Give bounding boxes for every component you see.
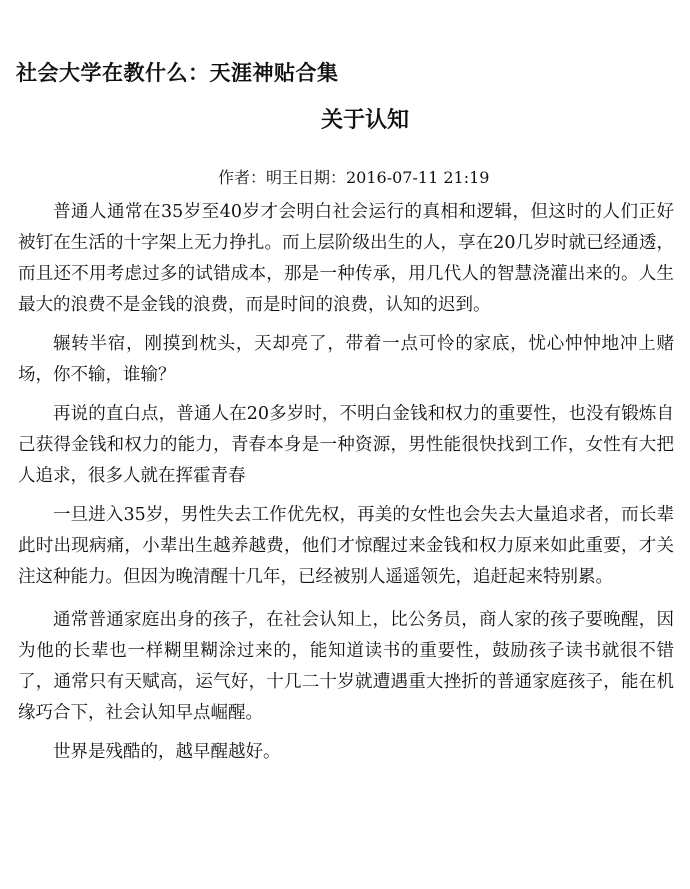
article-body xyxy=(18,197,674,776)
document-title: 社会大学在教什么：天涯神贴合集 xyxy=(16,61,339,85)
paragraph-5: 通常普通家庭出身的孩子，在社会认知上，比公务员，商人家的孩子要晚醒，因为他的长辈也一样糊里糊涂过来的，能知道读书的重要性，鼓励孩子读书就很不错了，通常只有天赋高，运气好，十几二十岁就遭遇重大挫折的普通家庭孩子，能在机缘巧合下，社会认知早点崛醒。 xyxy=(18,610,674,723)
author-date-byline: 作者：明王日期：2016-07-11 21:19 xyxy=(218,168,490,187)
paragraph-3: 再说的直白点，普通人在20多岁时，不明白金钱和权力的重要性，也没有锻炼自己获得金钱和权力的能力，青春本身是一种资源，男性能很快找到工作，女性有大把人追求，很多人就在挥霍青春 xyxy=(18,404,674,486)
paragraph-6: 世界是残酷的，越早醒越好。 xyxy=(53,742,281,762)
section-title: 关于认知 xyxy=(320,108,409,133)
paragraph-2: 辗转半宿，刚摸到枕头，天却亮了，带着一点可怜的家底，忧心忡忡地冲上赌场，你不输，谁输？ xyxy=(18,334,674,385)
paragraph-1: 普通人通常在35岁至40岁才会明白社会运行的真相和逻辑，但这时的人们正好被钉在生活的十字架上无力挣扎。而上层阶级出生的人，享在20几岁时就已经通透，而且还不用考虑过多的试错成本，那是一种传承，用几代人的智慧浇灌出来的。人生最大的浪费不是金钱的浪费，而是时间的浪费，认知的迟到。 xyxy=(18,202,674,315)
paragraph-4: 一旦进入35岁，男性失去工作优先权，再美的女性也会失去大量追求者，而长辈此时出现病痛，小辈出生越养越费，他们才惊醒过来金钱和权力原来如此重要，才关注这种能力。但因为晚清醒十几年，已经被别人遥遥领先，追赶起来特别累。 xyxy=(18,505,674,587)
